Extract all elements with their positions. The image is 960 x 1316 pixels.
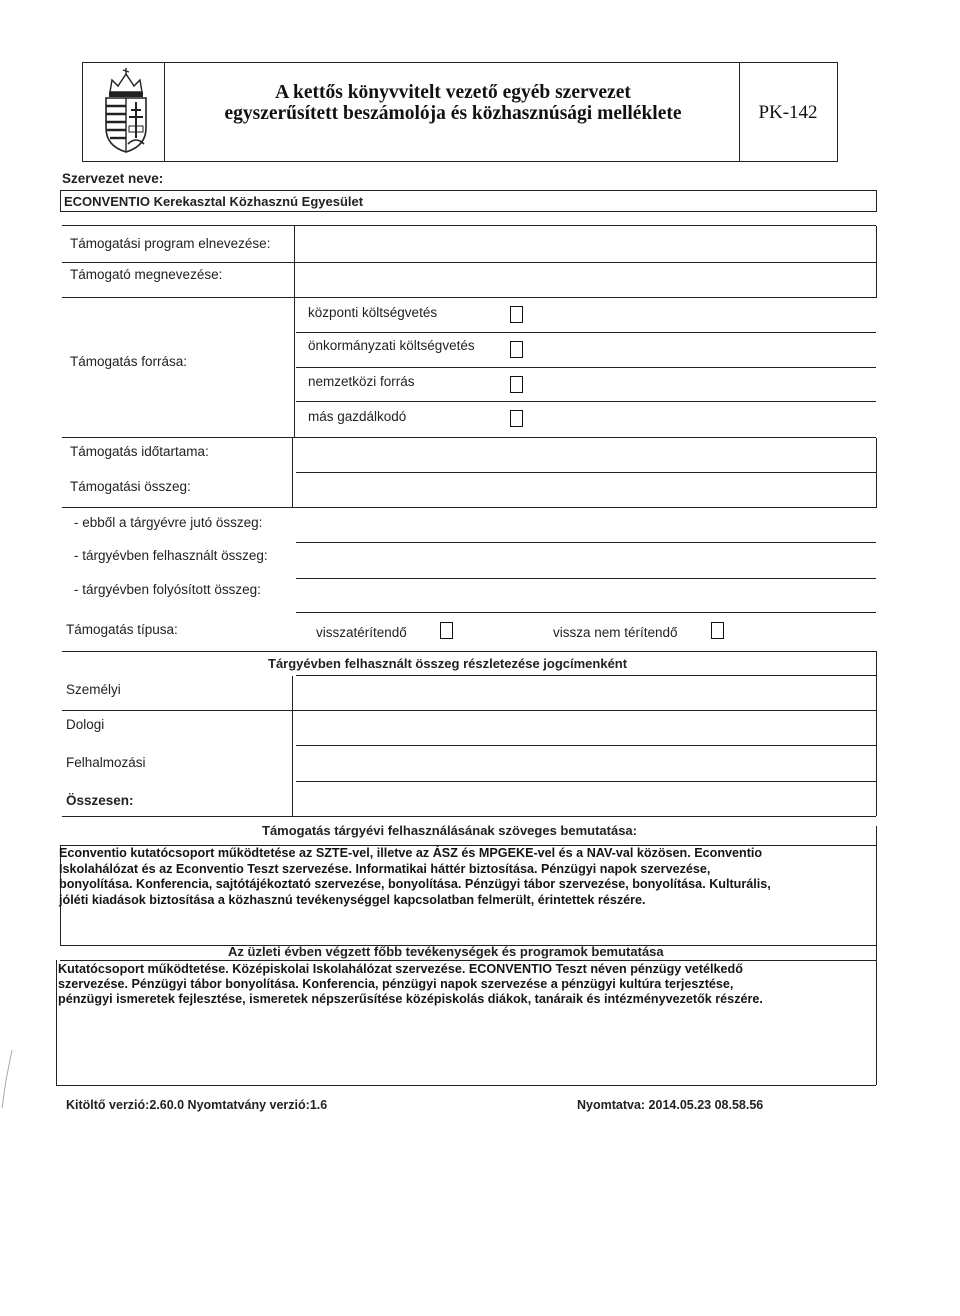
scan-edge-mark <box>0 1050 14 1110</box>
supporter-name-label: Támogató megnevezése: <box>70 267 223 282</box>
support-type-label: Támogatás típusa: <box>66 622 178 637</box>
usage-heading: Támogatás tárgyévi felhasználásának szöveges bemutatása: <box>262 823 637 838</box>
year-amount-label: - ebből a tárgyévre jutó összeg: <box>74 515 263 530</box>
breakdown-total-label: Összesen: <box>66 793 134 808</box>
support-amount-label: Támogatási összeg: <box>70 479 191 494</box>
type-nonrefundable-checkbox[interactable] <box>711 622 724 639</box>
breakdown-row-material: Dologi <box>66 717 105 732</box>
activities-line-2: szervezése. Pénzügyi tábor bonyolítása. Konferencia, pénzügyi napok szervezése a pénzügyi kultúra terjesztése, <box>58 977 734 991</box>
usage-line-1: Econventio kutatócsoport működtetése az SZTE-vel, illetve az ÁSZ és MPGEKE-vel és a NAV-val közösen. Econventio <box>59 846 763 860</box>
breakdown-head-line <box>296 675 876 676</box>
breakdown-right <box>876 651 877 816</box>
paid-amount-line <box>296 612 876 613</box>
type-nonrefundable: vissza nem térítendő <box>553 625 678 640</box>
activities-line-1: Kutatócsoport működtetése. Középiskolai Iskolahálózat szervezése. ECONVENTIO Teszt néven pénzügy vetélkedő <box>58 962 743 976</box>
amount-divider <box>292 438 293 508</box>
breakdown-top-line <box>62 651 876 652</box>
activities-line-3: pénzügyi ismeretek fejlesztése, ismeretek népszerűsítése középiskolás diákok, tanáraik és intézményvezetők részére. <box>58 992 763 1006</box>
source-municipal-checkbox[interactable] <box>510 341 523 358</box>
personal-bottom-line <box>62 710 876 711</box>
usage-right <box>876 826 877 946</box>
activities-bottom-line <box>56 1085 876 1086</box>
total-bottom-line <box>62 816 876 817</box>
duration-bottom-line <box>296 472 876 473</box>
used-amount-label: - tárgyévben felhasznált összeg: <box>74 548 268 563</box>
breakdown-row-personal: Személyi <box>66 682 121 697</box>
support-source-label: Támogatás forrása: <box>70 354 188 369</box>
breakdown-row-accumulation: Felhalmozási <box>66 755 146 770</box>
paid-amount-label: - tárgyévben folyósított összeg: <box>74 582 261 597</box>
source-bottom-line <box>62 437 876 438</box>
source-municipal-budget: önkormányzati költségvetés <box>308 338 475 353</box>
year-amount-line <box>296 542 876 543</box>
source-line-1 <box>296 332 876 333</box>
support-duration-label: Támogatás időtartama: <box>70 444 209 459</box>
activities-right <box>876 945 877 1085</box>
activities-heading: Az üzleti évben végzett főbb tevékenységek és programok bemutatása <box>228 944 664 959</box>
support-right-1 <box>876 226 877 298</box>
form-title-line1: A kettős könyvvitelt vezető egyéb szervezet <box>275 82 631 103</box>
source-other-checkbox[interactable] <box>510 410 523 427</box>
accumulation-bottom-line <box>296 781 876 782</box>
source-line-2 <box>296 367 876 368</box>
program-name-label: Támogatási program elnevezése: <box>70 236 271 251</box>
source-central-checkbox[interactable] <box>510 306 523 323</box>
used-amount-line <box>296 578 876 579</box>
program-name-field[interactable] <box>300 236 870 254</box>
form-code: PK-142 <box>758 102 818 123</box>
header-divider-left <box>164 62 165 162</box>
source-line-3 <box>296 401 876 402</box>
activities-head-line <box>60 960 876 961</box>
source-international-checkbox[interactable] <box>510 376 523 393</box>
form-title-line2: egyszerűsített beszámolója és közhasznúsági melléklete <box>224 103 682 124</box>
hungarian-coat-of-arms-icon <box>96 66 156 156</box>
breakdown-heading: Tárgyévben felhasznált összeg részletezése jogcímenként <box>268 656 628 671</box>
supporter-bottom-line <box>62 297 876 298</box>
supporter-name-field[interactable] <box>300 267 870 285</box>
amount-bottom-line <box>62 507 876 508</box>
amount-right <box>876 438 877 508</box>
type-refundable-checkbox[interactable] <box>440 622 453 639</box>
source-other-business: más gazdálkodó <box>308 409 407 424</box>
material-bottom-line <box>296 745 876 746</box>
source-international: nemzetközi forrás <box>308 374 415 389</box>
activities-left <box>56 960 57 1086</box>
program-bottom-line <box>62 262 876 263</box>
usage-line-3: bonyolítása. Konferencia, sajtótájékoztató szervezése, bonyolítása. Pénzügyi tábor szervezése, bonyolítása. Kulturális, <box>59 877 771 891</box>
support-top-line <box>62 225 876 226</box>
type-refundable: visszatérítendő <box>316 625 407 640</box>
footer-version: Kitöltő verzió:2.60.0 Nyomtatvány verzió:1.6 <box>66 1098 328 1112</box>
org-name-label: Szervezet neve: <box>62 171 164 186</box>
org-name-value: ECONVENTIO Kerekasztal Közhasznú Egyesület <box>64 194 364 209</box>
usage-line-2: Iskolahálózat és az Econventio Teszt szervezése. Informatikai háttér biztosítása. Pénzügyi napok szervezése, <box>59 862 711 876</box>
breakdown-divider <box>292 676 293 816</box>
footer-printed: Nyomtatva: 2014.05.23 08.58.56 <box>577 1098 764 1112</box>
usage-line-4: jóléti kiadások biztosítása a közhasznú tevékenységgel kapcsolatban felmerült, érintettek részére. <box>59 893 646 907</box>
source-central-budget: központi költségvetés <box>308 305 438 320</box>
source-divider <box>294 298 295 438</box>
